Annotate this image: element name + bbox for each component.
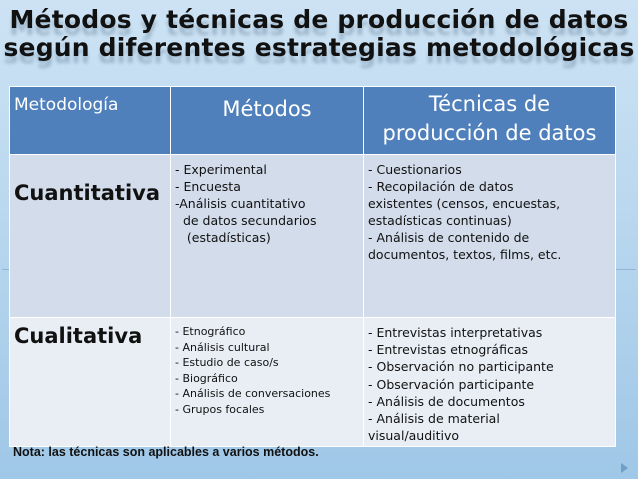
list-item: - Análisis cultural bbox=[175, 340, 270, 354]
cell-cualitativa-tecnicas bbox=[364, 318, 616, 447]
table-row-cualitativa bbox=[10, 318, 616, 447]
row-title-cualitativa: Cualitativa bbox=[14, 324, 143, 348]
methods-table bbox=[9, 86, 616, 447]
slide-title-line-1: Métodos y técnicas de producción de datos bbox=[9, 5, 629, 34]
list-item: - Etnográfico bbox=[175, 325, 246, 338]
list-item: - Grupos focales bbox=[175, 402, 265, 416]
list-item: - Recopilación de datos bbox=[368, 179, 514, 194]
cell-cuantitativa-name bbox=[10, 155, 171, 318]
cuantitativa-tecnicas-list bbox=[364, 155, 615, 263]
list-item: - Observación no participante bbox=[368, 359, 554, 375]
list-item: existentes (censos, encuestas, bbox=[368, 196, 561, 211]
list-item: -Análisis cuantitativo bbox=[175, 196, 306, 211]
header-metodos bbox=[171, 87, 364, 155]
row-title-cuantitativa: Cuantitativa bbox=[14, 181, 161, 205]
list-item: de datos secundarios bbox=[175, 213, 317, 228]
header-metodos-label: Métodos bbox=[222, 97, 312, 121]
list-item: estadísticas continuas) bbox=[368, 213, 512, 228]
list-item: - Entrevistas interpretativas bbox=[368, 325, 543, 340]
list-item: - Estudio de caso/s bbox=[175, 356, 279, 369]
list-item: - Entrevistas etnográficas bbox=[368, 342, 529, 358]
list-item: - Análisis de material bbox=[368, 411, 500, 427]
list-item: - Biográfico bbox=[175, 371, 238, 385]
header-tecnicas bbox=[364, 87, 616, 155]
list-item: - Encuesta bbox=[175, 179, 241, 194]
next-slide-arrow-icon[interactable] bbox=[621, 463, 628, 473]
list-item: visual/auditivo bbox=[368, 428, 460, 444]
list-item: documentos, textos, films, etc. bbox=[368, 247, 562, 262]
footnote: Nota: las técnicas son aplicables a varios métodos. bbox=[13, 445, 319, 459]
header-metodologia bbox=[10, 87, 171, 155]
list-item: - Observación participante bbox=[368, 376, 535, 392]
list-item: - Cuestionarios bbox=[368, 162, 462, 177]
cell-cuantitativa-tecnicas bbox=[364, 155, 616, 318]
cell-cualitativa-name bbox=[10, 318, 171, 447]
cualitativa-tecnicas-list bbox=[364, 318, 615, 444]
cuantitativa-metodos-list bbox=[171, 155, 363, 246]
slide-title bbox=[0, 6, 638, 62]
table-header-row bbox=[10, 87, 616, 155]
list-item: - Análisis de contenido de bbox=[368, 230, 530, 245]
cualitativa-metodos-list bbox=[171, 318, 363, 417]
slide-title-line-2: según diferentes estrategias metodológicas bbox=[3, 33, 635, 62]
list-item: - Experimental bbox=[175, 162, 267, 177]
header-tecnicas-line-2: producción de datos bbox=[382, 121, 597, 145]
cell-cualitativa-metodos bbox=[171, 318, 364, 447]
header-metodologia-label: Metodología bbox=[14, 95, 119, 115]
header-tecnicas-label bbox=[364, 87, 615, 148]
list-item: - Análisis de conversaciones bbox=[175, 387, 331, 400]
cell-cuantitativa-metodos bbox=[171, 155, 364, 318]
header-tecnicas-line-1: Técnicas de bbox=[428, 92, 551, 116]
list-item: (estadísticas) bbox=[175, 230, 271, 245]
list-item: - Análisis de documentos bbox=[368, 393, 525, 409]
table-row-cuantitativa bbox=[10, 155, 616, 318]
